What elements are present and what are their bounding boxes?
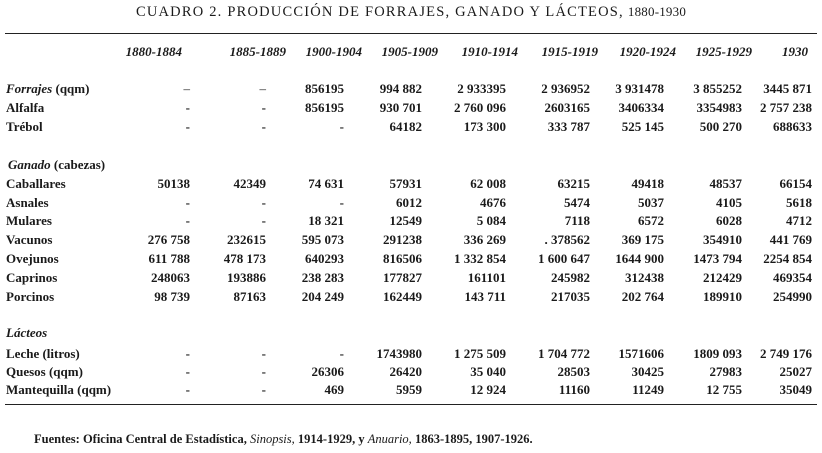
column-header: 1925-1929 — [695, 44, 752, 59]
row-label: Quesos (qqm) — [6, 364, 83, 379]
table-cell: 66154 — [779, 176, 812, 191]
section-title-ganado — [8, 157, 105, 173]
table-cell: 12 755 — [706, 382, 742, 397]
table-cell: - — [261, 213, 266, 228]
row-label: Mantequilla (qqm) — [6, 382, 112, 397]
section-row-forrajes — [0, 81, 822, 97]
bottom-rule — [5, 404, 817, 405]
table-cell: 87163 — [233, 289, 266, 304]
table-cell: 1 275 509 — [454, 346, 506, 361]
column-header: 1900-1904 — [305, 44, 362, 59]
table-cell: 2 760 096 — [454, 100, 506, 115]
table-cell: 212429 — [703, 270, 742, 285]
row-label: Caballares — [6, 176, 66, 191]
column-header: 1920-1924 — [619, 44, 676, 59]
table-row — [0, 232, 822, 248]
section-title-italic: Lácteos — [6, 325, 48, 340]
table-title-text: CUADRO 2. PRODUCCIÓN DE FORRAJES, GANADO Y LÁCTEOS, — [135, 4, 624, 20]
table-row — [0, 251, 822, 267]
table-cell: 202 764 — [621, 289, 664, 304]
table-cell: 162449 — [383, 289, 422, 304]
table-cell: 42349 — [233, 176, 266, 191]
table-cell: 3354983 — [696, 100, 742, 115]
row-label: Asnales — [6, 195, 49, 210]
table-cell: 291238 — [383, 232, 422, 247]
top-rule — [5, 33, 817, 34]
table-cell: - — [339, 119, 344, 134]
table-cell: 595 073 — [301, 232, 344, 247]
table-cell: 2254 854 — [763, 251, 812, 266]
row-label: Ovejunos — [6, 251, 59, 266]
row-label: Trébol — [6, 119, 43, 134]
table-cell: - — [185, 195, 190, 210]
table-cell: 3 931478 — [615, 81, 664, 96]
table-cell: 2 757 238 — [760, 100, 812, 115]
table-cell: 930 701 — [379, 100, 422, 115]
table-cell: - — [185, 100, 190, 115]
section-title-unit: (cabezas) — [50, 157, 106, 172]
table-cell: 74 631 — [308, 176, 344, 191]
table-cell: 4676 — [480, 195, 506, 210]
column-header: 1905-1909 — [381, 44, 438, 59]
table-cell: 238 283 — [301, 270, 344, 285]
table-cell: 354910 — [703, 232, 742, 247]
table-cell: 7118 — [564, 213, 590, 228]
table-cell: 469354 — [773, 270, 812, 285]
table-cell: 640293 — [305, 251, 344, 266]
table-cell: 5959 — [396, 382, 422, 397]
table-cell: 469 — [324, 382, 344, 397]
footnote-sinopsis: Sinopsis, — [249, 432, 295, 446]
column-header: 1910-1914 — [461, 44, 518, 59]
table-cell: 12 924 — [470, 382, 506, 397]
table-cell: 1809 093 — [693, 346, 742, 361]
column-header: 1930 — [782, 44, 808, 59]
table-cell: 26420 — [389, 364, 422, 379]
table-title — [0, 4, 822, 21]
table-cell: - — [261, 195, 266, 210]
table-cell: 6012 — [396, 195, 422, 210]
table-cell: 4105 — [716, 195, 742, 210]
table-cell: 1743980 — [376, 346, 422, 361]
table-cell: 1571606 — [618, 346, 664, 361]
table-cell: 189910 — [703, 289, 742, 304]
table-cell: 1 704 772 — [538, 346, 590, 361]
table-row — [0, 176, 822, 192]
table-cell: 173 300 — [463, 119, 506, 134]
table-cell: 254990 — [773, 289, 812, 304]
table-cell: 161101 — [467, 270, 506, 285]
table-cell: 245982 — [551, 270, 590, 285]
table-cell: 441 769 — [769, 232, 812, 247]
table-cell: 35 040 — [470, 364, 506, 379]
table-cell: - — [185, 364, 190, 379]
table-cell: - — [185, 213, 190, 228]
footnote-anuario: Anuario, — [367, 432, 412, 446]
table-cell: 64182 — [389, 119, 422, 134]
table-cell: 1 332 854 — [454, 251, 506, 266]
table-cell: 5474 — [564, 195, 590, 210]
table-cell: 48537 — [709, 176, 742, 191]
column-header: 1885-1889 — [229, 44, 286, 59]
table-cell: 27983 — [709, 364, 742, 379]
column-header: 1915-1919 — [541, 44, 598, 59]
table-cell: – — [259, 81, 266, 96]
table-cell: 1 600 647 — [538, 251, 590, 266]
table-cell: 63215 — [557, 176, 590, 191]
table-cell: 26306 — [311, 364, 344, 379]
table-cell: 143 711 — [464, 289, 506, 304]
footnote-prefix: Fuentes: Oficina Central de Estadística, — [34, 432, 250, 446]
section-title — [6, 81, 89, 97]
table-cell: 500 270 — [699, 119, 742, 134]
table-cell: 217035 — [551, 289, 590, 304]
table-row — [0, 195, 822, 211]
table-cell: 2 749 176 — [760, 346, 812, 361]
table-cell: 1473 794 — [693, 251, 742, 266]
table-cell: 30425 — [631, 364, 664, 379]
table-cell: 204 249 — [301, 289, 344, 304]
table-cell: - — [185, 382, 190, 397]
table-cell: 2603165 — [544, 100, 590, 115]
table-cell: 28503 — [557, 364, 590, 379]
table-cell: - — [185, 119, 190, 134]
section-title-lacteos — [6, 325, 47, 341]
table-cell: - — [261, 364, 266, 379]
table-cell: 3406334 — [618, 100, 664, 115]
table-cell: 193886 — [227, 270, 266, 285]
table-cell: 856195 — [305, 81, 344, 96]
section-title-unit: (qqm) — [52, 81, 90, 96]
table-cell: 57931 — [389, 176, 422, 191]
table-row — [0, 213, 822, 229]
table-cell: 1644 900 — [615, 251, 664, 266]
table-cell: - — [261, 100, 266, 115]
table-cell: 177827 — [383, 270, 422, 285]
table-cell: 369 175 — [621, 232, 664, 247]
table-cell: 994 882 — [379, 81, 422, 96]
table-cell: 611 788 — [148, 251, 190, 266]
table-row — [0, 119, 822, 135]
column-header: 1880-1884 — [125, 44, 182, 59]
row-label: Porcinos — [6, 289, 55, 304]
footnote-middle: 1914-1929, y — [294, 432, 368, 446]
table-cell: - — [339, 195, 344, 210]
table-cell: - — [261, 119, 266, 134]
table-cell: 5 084 — [476, 213, 506, 228]
table-cell: 18 321 — [308, 213, 344, 228]
table-cell: 248063 — [151, 270, 190, 285]
table-cell: 525 145 — [621, 119, 664, 134]
table-cell: 276 758 — [147, 232, 190, 247]
table-cell: . 378562 — [544, 232, 590, 247]
table-cell: 5618 — [786, 195, 812, 210]
table-cell: 336 269 — [463, 232, 506, 247]
row-label: Mulares — [6, 213, 52, 228]
table-cell: 11249 — [632, 382, 664, 397]
table-cell: 2 933395 — [457, 81, 506, 96]
table-row — [0, 364, 822, 380]
table-row — [0, 270, 822, 286]
table-cell: – — [183, 81, 190, 96]
table-cell: 11160 — [558, 382, 590, 397]
table-cell: 232615 — [227, 232, 266, 247]
table-cell: 50138 — [157, 176, 190, 191]
table-cell: - — [339, 346, 344, 361]
table-cell: - — [261, 346, 266, 361]
table-cell: 333 787 — [547, 119, 590, 134]
table-row — [0, 289, 822, 305]
table-cell: 35049 — [779, 382, 812, 397]
row-label: Leche (litros) — [6, 346, 80, 361]
table-cell: - — [261, 382, 266, 397]
table-cell: 478 173 — [223, 251, 266, 266]
table-cell: 25027 — [779, 364, 812, 379]
table-cell: 816506 — [383, 251, 422, 266]
table-cell: 6028 — [716, 213, 742, 228]
table-row — [0, 382, 822, 398]
table-cell: 2 936952 — [541, 81, 590, 96]
footnote-suffix: 1863-1895, 1907-1926. — [411, 432, 533, 446]
sources-footnote — [34, 432, 533, 447]
table-cell: 856195 — [305, 100, 344, 115]
table-title-years: 1880-1930 — [627, 4, 687, 19]
table-cell: 62 008 — [470, 176, 506, 191]
table-cell: 688633 — [773, 119, 812, 134]
table-cell: 4712 — [786, 213, 812, 228]
table-cell: 312438 — [625, 270, 664, 285]
table-cell: 49418 — [631, 176, 664, 191]
table-cell: 3445 871 — [763, 81, 812, 96]
table-row — [0, 100, 822, 116]
table-cell: 5037 — [638, 195, 664, 210]
table-cell: - — [185, 346, 190, 361]
row-label: Alfalfa — [6, 100, 45, 115]
table-cell: 98 739 — [154, 289, 190, 304]
row-label: Vacunos — [6, 232, 53, 247]
table-cell: 12549 — [389, 213, 422, 228]
column-header-row — [0, 44, 822, 60]
table-cell: 3 855252 — [693, 81, 742, 96]
section-title-italic: Ganado — [8, 157, 51, 172]
row-label: Caprinos — [6, 270, 58, 285]
section-title-italic: Forrajes — [6, 81, 53, 96]
table-row — [0, 346, 822, 362]
table-cell: 6572 — [638, 213, 664, 228]
